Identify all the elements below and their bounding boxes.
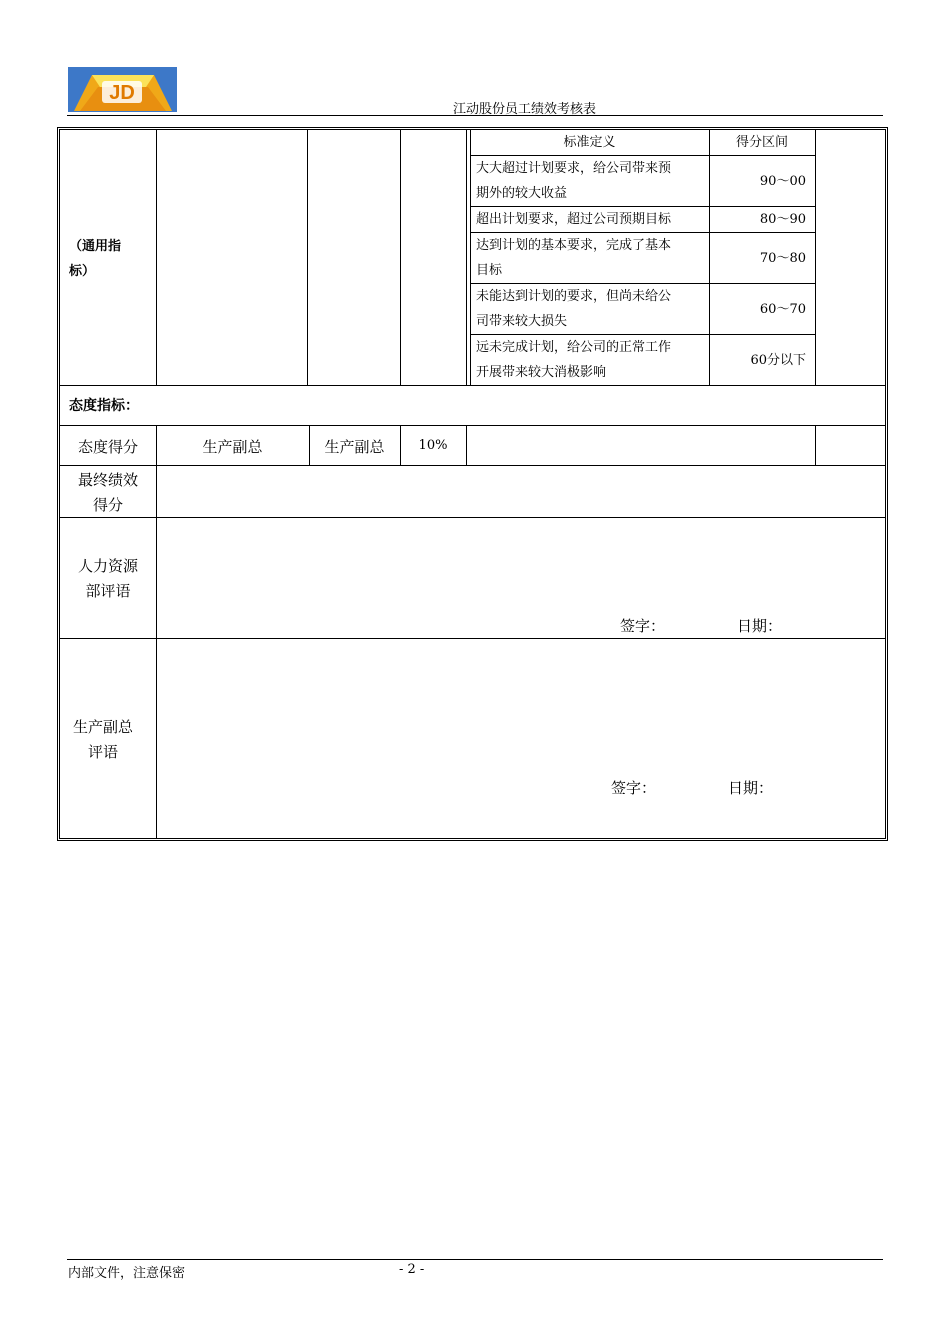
col-divider xyxy=(307,130,308,385)
score-range-header: 得分区间 xyxy=(735,135,788,150)
score-range: 60分以下 xyxy=(750,353,806,368)
attitude-section-title: 态度指标： xyxy=(69,398,139,414)
standard-definition: 远未完成计划，给公司的正常工作 开展带来较大消极影响 xyxy=(476,340,672,380)
score-range: 60～70 xyxy=(759,302,806,317)
score-range: 70～80 xyxy=(759,251,806,266)
attitude-appraiser: 生产副总 xyxy=(202,438,263,456)
standard-definition: 未能达到计划的要求，但尚未给公 司带来较大损失 xyxy=(476,289,672,329)
vp-sign-label: 签字： xyxy=(611,779,657,797)
standard-definition: 达到计划的基本要求，完成了基本 目标 xyxy=(476,238,672,278)
hr-date-label: 日期： xyxy=(737,617,783,635)
hr-sign-label: 签字： xyxy=(620,617,666,635)
svg-text:JD: JD xyxy=(109,82,135,104)
inner-table-right xyxy=(815,130,816,385)
header-divider xyxy=(67,115,883,116)
score-range: 80～90 xyxy=(759,212,806,227)
standard-definition: 大大超过计划要求，给公司带来预 期外的较大收益 xyxy=(476,161,672,201)
attitude-weight: 10% xyxy=(418,438,448,453)
col-divider xyxy=(400,130,401,385)
score-range: 90～00 xyxy=(759,174,806,189)
footer-divider xyxy=(67,1259,883,1260)
attitude-score-label: 态度得分 xyxy=(77,438,138,456)
appraisal-table xyxy=(57,127,888,841)
attitude-reviewer: 生产副总 xyxy=(324,438,385,456)
col-divider xyxy=(466,130,467,385)
vp-date-label: 日期： xyxy=(728,779,774,797)
hr-comment-label: 人力资源 部评语 xyxy=(77,557,138,600)
final-score-label: 最终绩效 得分 xyxy=(77,471,138,514)
standard-definition: 超出计划要求，超过公司预期目标 xyxy=(476,212,672,227)
standard-definition-header: 标准定义 xyxy=(563,135,616,150)
vp-comment-label: 生产副总 评语 xyxy=(72,718,133,761)
col-divider xyxy=(156,130,157,385)
inner-table-left xyxy=(470,130,471,385)
document-title: 江动股份员工绩效考核表 xyxy=(453,102,597,117)
page-number: - 2 - xyxy=(399,1262,425,1277)
general-indicator-label: （通用指 标） xyxy=(69,239,122,279)
company-logo xyxy=(68,67,177,112)
confidential-notice: 内部文件，注意保密 xyxy=(68,1266,186,1281)
